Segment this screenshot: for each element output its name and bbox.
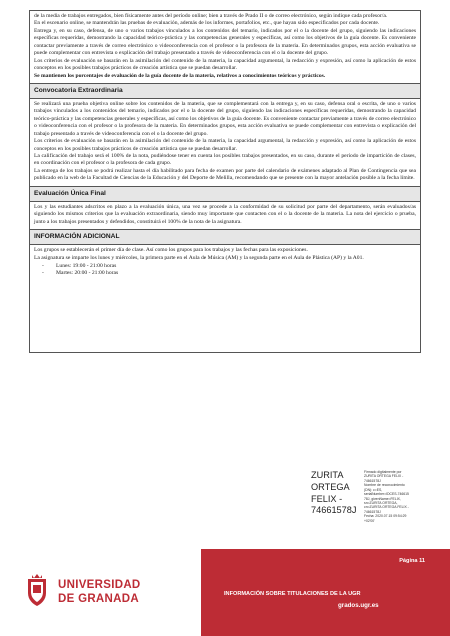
- schedule-item: - Martes: 20:00 - 21:00 horas: [34, 270, 416, 277]
- paragraph: de la media de trabajos entregados, bien físicamente antes del período online; bien a través de Prado II o de correo electrónico, según indique cada profesor/a.: [34, 13, 388, 19]
- evaluation-text-box: [29, 10, 421, 84]
- schedule-list: [34, 263, 416, 278]
- section-heading-unica: Evaluación Única Final: [29, 187, 421, 202]
- section-body-adicional: [29, 245, 421, 353]
- digital-signature: [311, 470, 426, 523]
- paragraph: Se realizará una prueba objetiva online sobre los contenidos de la materia, que se complementará con la entrega y, en su caso, defensa oral o escrita, de uno o varios trabajos vinculados a los contenidos del temario, indicados por el o la docente del grupo, siguiendo las indicaciones específicas requeridas, demostrando la capacidad teórico-práctica y las competencias generales y específicas, así como los objetivos de la guía docente. Es conveniente contactar previamente a través de correo electrónico o videoconferencia con el profesor o la profesora de la materia. En determinados grupos, esta acción evaluativa se puede complementar con entrevista o explicación del trabajo presentado a través de videoconferencia con el o la docente del grupo.: [34, 100, 416, 137]
- footer-logo-area: [0, 549, 201, 636]
- section-body-extraordinaria: [29, 99, 421, 187]
- paragraph: Los grupos se establecerán el primer día de clase. Así como los grupos para los trabajos y las fechas para las exposiciones.: [34, 247, 308, 254]
- paragraph: Los criterios de evaluación se basarán en la asimilación del contenido de la materia, la capacidad argumental, la redacción y expresión, así como la aplicación de estos conceptos en los posibles trabajos prácticos de creación artística que se puedan desarrollar.: [34, 138, 416, 152]
- schedule-item: - Lunes: 19:00 - 21:00 horas: [34, 263, 416, 270]
- section-body-unica: [29, 202, 421, 230]
- signature-details: Firmado digitalmente por ZURITA ORTEGA FELIX - 74661578J Nombre de reconocimiento (DN): c=ES, serialNumber=IDCES-746615 78J, givenName=FELIX, sn=ZURITA ORTEGA, cn=ZURITA ORTEGA FELIX - 74661578J Fecha: 2020.07.15 09:54:29 +02'00': [364, 470, 409, 523]
- footer-website-link[interactable]: grados.ugr.es: [338, 602, 379, 609]
- paragraph: Entrega y, en su caso, defensa, de uno o varios trabajos vinculados a los contenidos del temario, indicados por el o la docente del grupo, siguiendo las indicaciones específicas requeridas, demostrando la capacidad teórico-práctica y las competencias generales y específicas, así como los objetivos de la guía docente. Es conveniente contactar previamente a través de correo electrónico o videoconferencia con el profesor o la profesora de la materia. En determinados grupos, esta acción evaluativa se puede complementar con entrevista o explicación del trabajo presentado a través de videoconferencia con el o la docente del grupo.: [34, 27, 416, 57]
- signature-name: ZURITA ORTEGA FELIX - 74661578J: [311, 470, 357, 516]
- paragraph: La calificación del trabajo será el 100% de la nota, pudiéndose tener en cuenta los posibles trabajos presentados, en su caso, durante el período de impartición de clases, en coordinación con el profesor o la profesora de cada grupo.: [34, 153, 416, 167]
- page-footer: [0, 549, 450, 636]
- paragraph: Los criterios de evaluación se basarán en la asimilación del contenido de la materia, la capacidad argumental, la redacción y expresión, así como la aplicación de estos conceptos en los posibles trabajos prácticos de creación artística que se puedan desarrollar.: [34, 57, 416, 72]
- page-number: Página 11: [399, 558, 425, 564]
- university-name-line1: UNIVERSIDAD: [58, 579, 141, 591]
- section-heading-extraordinaria: Convocatoria Extraordinaria: [29, 84, 421, 99]
- paragraph: La asignatura se imparte los lunes y miércoles, la primera parte en el Aula de Música (AM) y la segunda parte en el Aula de Plástica (AP) y la A01.: [34, 254, 364, 261]
- paragraph: En el escenario online, se mantendrán las pruebas de evaluación, además de los informes, portafolios, etc., que hayan sido especificados por cada docente.: [34, 20, 380, 27]
- paragraph: La entrega de los trabajos se podrá realizar hasta el día habilitado para fecha de examen por parte del calendario de exámenes adaptado al Plan de Contingencia que sea publicado en la web de la Facultad de Ciencias de la Educación y del Deporte de Melilla, recomendando que se presente con la mayor antelación posible a la fecha límite.: [34, 167, 416, 182]
- university-name-line2: DE GRANADA: [58, 593, 139, 605]
- paragraph-bold: Se mantienen los porcentajes de evaluación de la guía docente de la materia, relativos a conocimientos teóricos y prácticos.: [34, 72, 326, 79]
- university-crest-icon: [24, 573, 50, 607]
- section-heading-adicional: INFORMACIÓN ADICIONAL: [29, 230, 421, 245]
- footer-info-text: INFORMACIÓN SOBRE TITULACIONES DE LA UGR: [224, 591, 361, 597]
- paragraph: Los y las estudiantes adscritos en plazo a la evaluación única, una vez se procede a la conformidad de su solicitud por parte del departamento, serán evaluados/as siguiendo los mismos criterios que la evaluación extraordinaria, siendo muy importante que contacten con el o la docente de la materia. La nota del ejercicio o prueba, junto a los trabajos presentados y defendidos, constituirá el 100% de la nota de la asignatura.: [34, 203, 416, 225]
- document-body: [29, 10, 421, 353]
